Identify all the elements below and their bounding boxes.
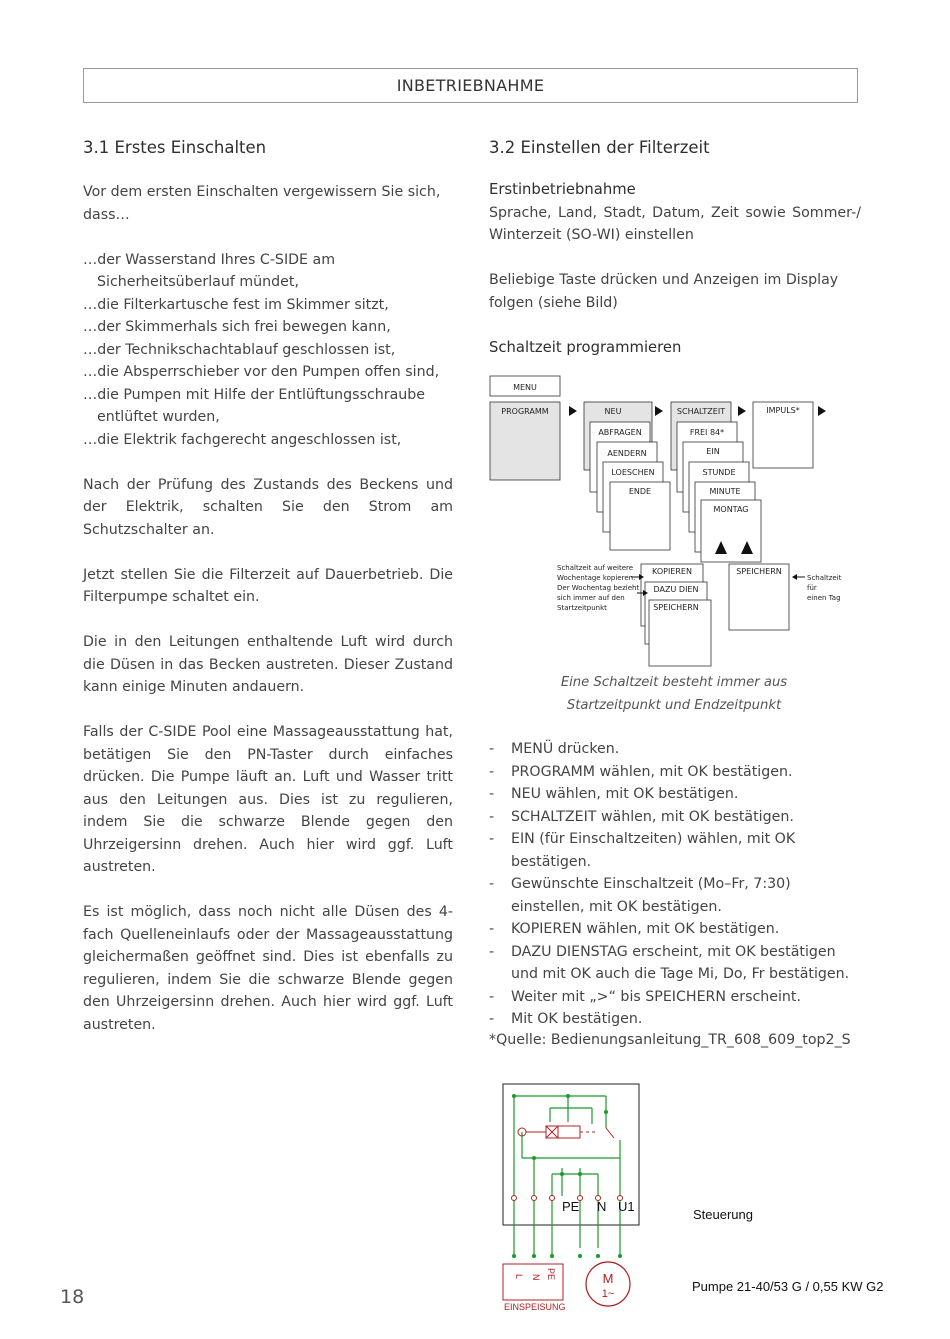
paragraph: Die in den Leitungen enthaltende Luft wird durch die Düsen in das Becken austreten. Dieser Zustand kann einige Minuten andauern.	[83, 634, 453, 695]
checklist	[83, 249, 453, 452]
step-item: - MENÜ drücken.	[489, 741, 620, 757]
step-item: - NEU wählen, mit OK bestätigen.	[489, 786, 739, 802]
intro-text: Vor dem ersten Einschalten vergewissern Sie sich, dass…	[83, 184, 441, 223]
step-item: - DAZU DIENSTAG erscheint, mit OK bestätigen und mit OK auch die Tage Mi, Do, Fr bestätigen.	[489, 943, 850, 982]
step-item: - Weiter mit „>“ bis SPEICHERN erscheint.	[489, 988, 801, 1005]
paragraph: Sprache, Land, Stadt, Datum, Zeit sowie Sommer-/ Winterzeit (SO-WI) einstellen	[489, 204, 861, 243]
caption-line: Eine Schaltzeit besteht immer aus	[560, 675, 788, 690]
caption-line: Startzeitpunkt und Endzeitpunkt	[566, 697, 782, 713]
diagram-label: SPEICHERN	[736, 567, 782, 576]
steuerung-label: Steuerung	[693, 1207, 753, 1222]
step-item: - EIN (für Einschaltzeiten) wählen, mit OK bestätigen.	[489, 831, 796, 870]
diagram-label: ENDE	[628, 487, 652, 496]
step-item: - Gewünschte Einschaltzeit (Mo–Fr, 7:30) einstellen, mit OK bestätigen.	[489, 876, 791, 915]
motor-label: M	[602, 1271, 614, 1286]
checklist-item: …die Absperrschieber vor den Pumpen offen sind,	[83, 364, 440, 380]
diagram-label: KOPIEREN	[652, 567, 692, 576]
pump-label: Pumpe 21-40/53 G / 0,55 KW G2	[692, 1279, 884, 1294]
heading-first-start: 3.1 Erstes Einschalten	[83, 138, 267, 157]
terminal-label: PE	[562, 1199, 580, 1214]
checklist-item: …die Pumpen mit Hilfe der Entlüftungsschraube entlüftet wurden,	[83, 386, 426, 425]
source-note: *Quelle: Bedienungsanleitung_TR_608_609_top2_S	[489, 1032, 851, 1048]
diagram-label: AENDERN	[607, 449, 647, 458]
step-item: - KOPIEREN wählen, mit OK bestätigen.	[489, 921, 780, 937]
svg-text:Schaltzeit auf weitere: Schaltzeit auf weitere	[557, 564, 634, 572]
step-item: - PROGRAMM wählen, mit OK bestätigen.	[489, 763, 793, 780]
section-title: INBETRIEBNAHME	[396, 76, 545, 95]
menu-label: MENU	[513, 383, 537, 392]
diagram-label: STUNDE	[702, 468, 736, 477]
svg-text:sich immer auf den: sich immer auf den	[557, 594, 625, 602]
programm-label: PROGRAMM	[501, 407, 549, 416]
motor-phase: 1~	[601, 1288, 615, 1300]
heading-filter-time: 3.2 Einstellen der Filterzeit	[489, 138, 710, 157]
supply-title: EINSPEISUNG	[504, 1302, 566, 1312]
step-list	[489, 738, 861, 1031]
diagram-label: MONTAG	[713, 505, 749, 514]
note-one-day	[807, 574, 842, 602]
paragraph: Es ist möglich, dass noch nicht alle Düsen des 4-fach Quelleneinlaufs oder der Massageausstattung gleichermaßen geöffnet sind. Dies ist ebenfalls zu regulieren, indem Sie die schwarze Blende gegen den Uhrzeigersinn drehen. Auch hier wird ggf. Luft austreten.	[83, 904, 453, 1033]
svg-text:für: für	[807, 584, 817, 592]
diagram-caption	[489, 672, 859, 717]
checklist-item: …der Technikschachtablauf geschlossen ist,	[83, 341, 396, 358]
checklist-item: …der Skimmerhals sich frei bewegen kann,	[83, 319, 391, 335]
right-column	[489, 138, 861, 359]
diagram-label: ABFRAGEN	[598, 428, 642, 437]
diagram-label: SPEICHERN	[653, 603, 699, 612]
step-item: - Mit OK bestätigen.	[489, 1011, 643, 1027]
supply-label: N	[531, 1274, 541, 1281]
diagram-label: SCHALTZEIT	[676, 407, 726, 416]
diagram-label: MINUTE	[709, 487, 741, 496]
svg-text:Schaltzeit: Schaltzeit	[807, 574, 842, 582]
svg-text:Der Wochentag bezieht: Der Wochentag bezieht	[557, 584, 640, 592]
terminal-label: U1	[618, 1199, 635, 1214]
svg-text:Startzeitpunkt: Startzeitpunkt	[557, 604, 607, 612]
paragraph: Falls der C-SIDE Pool eine Massageausstattung hat, betätigen Sie den PN-Taster durch einfaches drücken. Die Pumpe läuft an. Luft und Wasser tritt aus den Leitungen aus. Dies ist zu regulieren, indem Sie die schwarze Blende gegen den Uhrzeigersinn drehen. Auch hier wird ggf. Luft austreten.	[83, 724, 453, 875]
subheading-first-setup: Erstinbetriebnahme	[489, 181, 636, 198]
terminal-label: N	[597, 1199, 607, 1214]
diagram-label: DAZU DIEN	[653, 585, 699, 594]
step-item: - SCHALTZEIT wählen, mit OK bestätigen.	[489, 808, 794, 825]
paragraph: Jetzt stellen Sie die Filterzeit auf Dauerbetrieb. Die Filterpumpe schaltet ein.	[83, 566, 453, 605]
supply-label: L	[514, 1274, 524, 1280]
wiring-diagram	[500, 1078, 700, 1318]
diagram-label: FREI 84*	[689, 428, 725, 437]
paragraph: Beliebige Taste drücken und Anzeigen im Display folgen (siehe Bild)	[489, 272, 839, 311]
diagram-label: IMPULS*	[766, 406, 800, 415]
diagram-label: NEU	[604, 407, 622, 416]
diagram-label: EIN	[706, 447, 720, 456]
section-header	[83, 68, 858, 103]
checklist-item: …die Elektrik fachgerecht angeschlossen ist,	[83, 431, 402, 448]
page-number: 18	[60, 1286, 85, 1308]
supply-label: PE	[546, 1268, 556, 1281]
diagram-label: LOESCHEN	[611, 468, 655, 477]
paragraph: Nach der Prüfung des Zustands des Beckens und der Elektrik, schalten Sie den Strom am Schutzschalter an.	[83, 476, 453, 538]
subheading-program-switching-time: Schaltzeit programmieren	[489, 338, 682, 356]
svg-text:Wochentage kopieren.: Wochentage kopieren.	[557, 574, 636, 582]
left-column	[83, 138, 453, 1059]
checklist-item: …die Filterkartusche fest im Skimmer sitzt,	[83, 296, 389, 313]
checklist-item: …der Wasserstand Ihres C-SIDE am Sicherheitsüberlauf mündet,	[83, 251, 336, 290]
menu-flow-diagram	[489, 374, 849, 674]
svg-text:einen Tag: einen Tag	[807, 594, 841, 602]
note-copy	[557, 564, 639, 612]
